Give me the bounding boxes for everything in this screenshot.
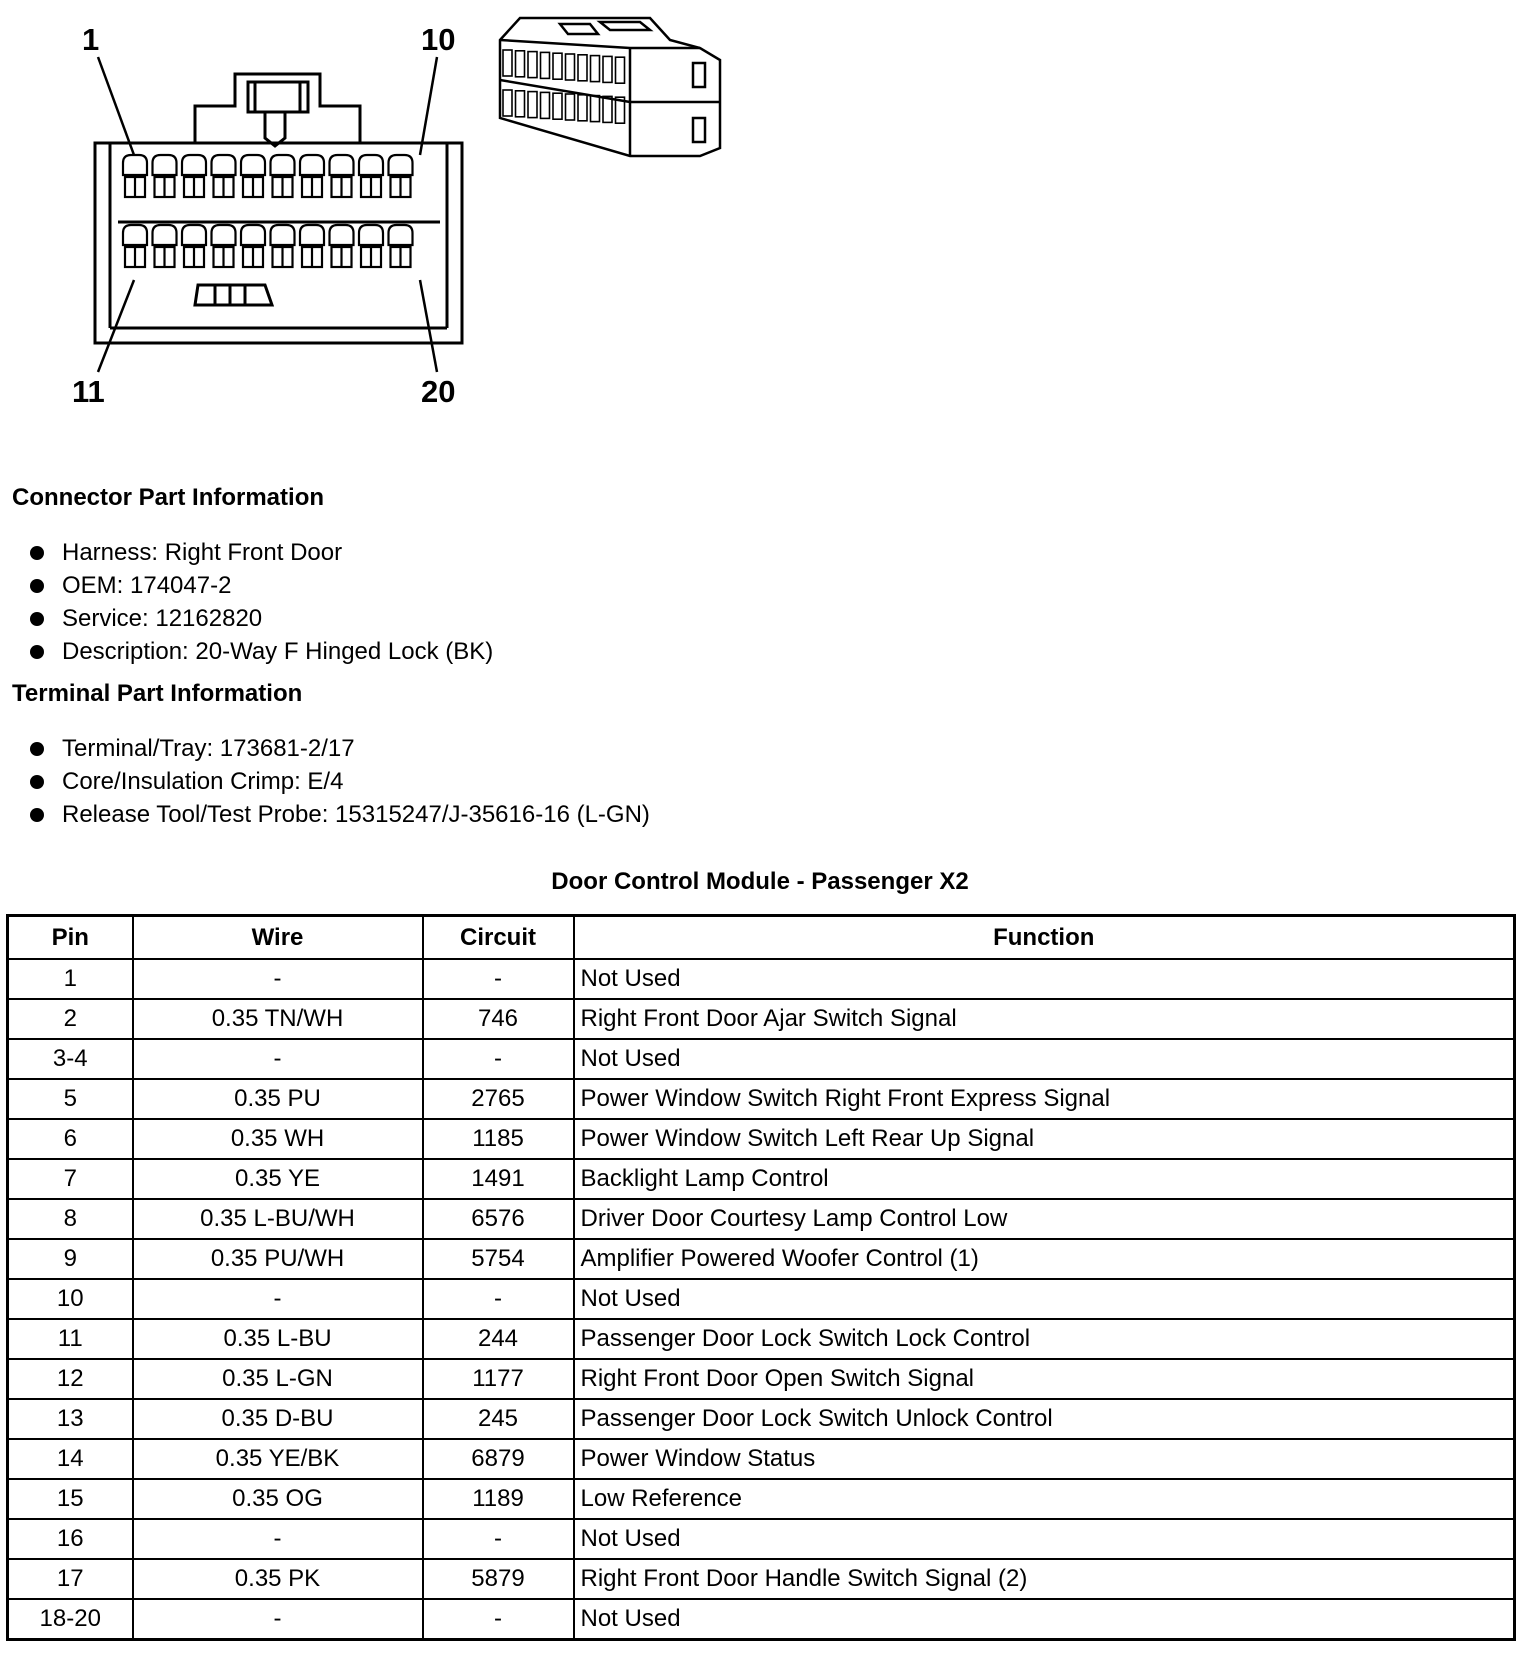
- cell-circuit: 6879: [423, 1439, 574, 1479]
- table-row: [8, 1319, 1515, 1359]
- pin-cavity: [330, 225, 354, 245]
- cell-wire: 0.35 PU/WH: [133, 1239, 423, 1279]
- pin-cavity: [182, 155, 206, 175]
- table-row: [8, 1359, 1515, 1399]
- cell-circuit: 1491: [423, 1159, 574, 1199]
- cell-function: Power Window Switch Right Front Express Signal: [574, 1079, 1515, 1119]
- cell-circuit: 1177: [423, 1359, 574, 1399]
- pin-cavity: [359, 155, 383, 175]
- iso-cavity: [578, 95, 587, 121]
- cell-pin: 11: [8, 1319, 133, 1359]
- cell-circuit: 244: [423, 1319, 574, 1359]
- cell-pin: 7: [8, 1159, 133, 1199]
- cell-pin: 9: [8, 1239, 133, 1279]
- cell-pin: 5: [8, 1079, 133, 1119]
- table-header-row: [8, 916, 1515, 960]
- cell-wire: 0.35 L-GN: [133, 1359, 423, 1399]
- terminal-part-info-list: [30, 732, 650, 831]
- cell-circuit: -: [423, 959, 574, 999]
- list-item: Description: 20-Way F Hinged Lock (BK): [30, 635, 493, 668]
- header-wire: Wire: [133, 916, 423, 960]
- pin-cavity: [153, 155, 177, 175]
- list-item: Release Tool/Test Probe: 15315247/J-35616-16 (L-GN): [30, 798, 650, 831]
- table-row: [8, 1479, 1515, 1519]
- cell-function: Not Used: [574, 959, 1515, 999]
- cell-circuit: 5879: [423, 1559, 574, 1599]
- pin-label-11: 11: [72, 374, 105, 409]
- pin-cavity: [123, 225, 147, 245]
- pin-cavity: [182, 225, 206, 245]
- iso-cavity: [541, 92, 550, 118]
- table-row: [8, 1159, 1515, 1199]
- cell-pin: 15: [8, 1479, 133, 1519]
- cell-pin: 10: [8, 1279, 133, 1319]
- cell-function: Not Used: [574, 1599, 1515, 1640]
- table-row: [8, 1279, 1515, 1319]
- pin-cavity: [153, 225, 177, 245]
- cell-function: Right Front Door Handle Switch Signal (2): [574, 1559, 1515, 1599]
- table-row: [8, 1239, 1515, 1279]
- cell-function: Passenger Door Lock Switch Unlock Control: [574, 1399, 1515, 1439]
- pin-cavity: [271, 155, 295, 175]
- iso-cavity: [553, 53, 562, 79]
- list-item: Terminal/Tray: 173681-2/17: [30, 732, 650, 765]
- terminal-part-info-heading: Terminal Part Information: [12, 680, 303, 707]
- table-row: [8, 1079, 1515, 1119]
- pin-cavities: [123, 155, 413, 267]
- header-function: Function: [574, 916, 1515, 960]
- table-row: [8, 1519, 1515, 1559]
- table-caption: Door Control Module - Passenger X2: [551, 868, 969, 895]
- cell-function: Right Front Door Open Switch Signal: [574, 1359, 1515, 1399]
- cell-circuit: 245: [423, 1399, 574, 1439]
- cell-wire: -: [133, 1519, 423, 1559]
- cell-pin: 14: [8, 1439, 133, 1479]
- iso-cavity: [591, 96, 600, 122]
- pin-cavity: [389, 155, 413, 175]
- cell-pin: 6: [8, 1119, 133, 1159]
- cell-wire: 0.35 YE/BK: [133, 1439, 423, 1479]
- cell-circuit: -: [423, 1279, 574, 1319]
- cell-circuit: 1189: [423, 1479, 574, 1519]
- pin-cavity: [330, 155, 354, 175]
- cell-pin: 18-20: [8, 1599, 133, 1640]
- pin-cavity: [212, 155, 236, 175]
- pin-label-20: 20: [421, 374, 456, 409]
- list-item: OEM: 174047-2: [30, 569, 493, 602]
- cell-pin: 16: [8, 1519, 133, 1559]
- connector-diagram: [0, 0, 760, 420]
- cell-function: Right Front Door Ajar Switch Signal: [574, 999, 1515, 1039]
- cell-wire: 0.35 WH: [133, 1119, 423, 1159]
- cell-pin: 2: [8, 999, 133, 1039]
- table-row: [8, 1399, 1515, 1439]
- pin-label-1: 1: [82, 22, 100, 57]
- cell-function: Driver Door Courtesy Lamp Control Low: [574, 1199, 1515, 1239]
- pin-cavity: [359, 225, 383, 245]
- table-row: [8, 1039, 1515, 1079]
- iso-cavity: [516, 51, 525, 77]
- table-row: [8, 1439, 1515, 1479]
- cell-wire: 0.35 PK: [133, 1559, 423, 1599]
- cell-function: Not Used: [574, 1279, 1515, 1319]
- cell-pin: 8: [8, 1199, 133, 1239]
- cell-function: Backlight Lamp Control: [574, 1159, 1515, 1199]
- iso-cavity: [578, 55, 587, 81]
- pin-cavity: [212, 225, 236, 245]
- table-row: [8, 1559, 1515, 1599]
- cell-wire: -: [133, 1279, 423, 1319]
- iso-cavity: [591, 56, 600, 82]
- cell-circuit: 2765: [423, 1079, 574, 1119]
- iso-cavity: [553, 93, 562, 119]
- iso-cavity: [516, 91, 525, 117]
- iso-cavity: [603, 56, 612, 82]
- iso-cavity: [503, 50, 512, 76]
- iso-cavity: [603, 96, 612, 122]
- header-circuit: Circuit: [423, 916, 574, 960]
- cell-function: Power Window Switch Left Rear Up Signal: [574, 1119, 1515, 1159]
- list-item: Core/Insulation Crimp: E/4: [30, 765, 650, 798]
- cell-wire: -: [133, 1039, 423, 1079]
- table-row: [8, 1599, 1515, 1640]
- iso-cavity: [528, 92, 537, 118]
- header-pin: Pin: [8, 916, 133, 960]
- cell-circuit: 5754: [423, 1239, 574, 1279]
- cell-pin: 3-4: [8, 1039, 133, 1079]
- cell-pin: 1: [8, 959, 133, 999]
- list-item: Service: 12162820: [30, 602, 493, 635]
- pin-cavity: [300, 225, 324, 245]
- iso-cavity: [541, 52, 550, 78]
- cell-wire: 0.35 OG: [133, 1479, 423, 1519]
- cell-wire: 0.35 YE: [133, 1159, 423, 1199]
- cell-wire: -: [133, 959, 423, 999]
- pin-cavity: [300, 155, 324, 175]
- pin-cavity: [241, 155, 265, 175]
- iso-cavity: [566, 54, 575, 80]
- connector-3d-view: [500, 18, 720, 156]
- cell-wire: 0.35 L-BU/WH: [133, 1199, 423, 1239]
- cell-function: Not Used: [574, 1039, 1515, 1079]
- cell-wire: 0.35 PU: [133, 1079, 423, 1119]
- table-row: [8, 959, 1515, 999]
- connector-latch: [195, 74, 360, 143]
- connector-part-info-heading: Connector Part Information: [12, 484, 325, 511]
- iso-cavity: [616, 57, 625, 83]
- pin-cavity: [123, 155, 147, 175]
- pin-label-10: 10: [421, 22, 456, 57]
- cell-circuit: -: [423, 1039, 574, 1079]
- table-row: [8, 1119, 1515, 1159]
- cell-pin: 13: [8, 1399, 133, 1439]
- iso-cavity: [566, 94, 575, 120]
- cell-function: Power Window Status: [574, 1439, 1515, 1479]
- cell-wire: 0.35 TN/WH: [133, 999, 423, 1039]
- iso-cavity: [528, 52, 537, 78]
- cell-circuit: 6576: [423, 1199, 574, 1239]
- cell-wire: -: [133, 1599, 423, 1640]
- cell-circuit: -: [423, 1599, 574, 1640]
- connector-part-info-list: [30, 536, 493, 668]
- cell-function: Low Reference: [574, 1479, 1515, 1519]
- cell-wire: 0.35 L-BU: [133, 1319, 423, 1359]
- cell-function: Not Used: [574, 1519, 1515, 1559]
- pin-cavity: [241, 225, 265, 245]
- table-row: [8, 1199, 1515, 1239]
- cell-pin: 17: [8, 1559, 133, 1599]
- cell-function: Passenger Door Lock Switch Lock Control: [574, 1319, 1515, 1359]
- pinout-table: [6, 914, 1516, 1641]
- pin-cavity: [389, 225, 413, 245]
- pin-cavity: [271, 225, 295, 245]
- cell-wire: 0.35 D-BU: [133, 1399, 423, 1439]
- cell-circuit: 1185: [423, 1119, 574, 1159]
- iso-cavity: [503, 90, 512, 116]
- list-item: Harness: Right Front Door: [30, 536, 493, 569]
- connector-shell: [95, 143, 462, 343]
- table-row: [8, 999, 1515, 1039]
- cell-pin: 12: [8, 1359, 133, 1399]
- cell-circuit: 746: [423, 999, 574, 1039]
- cell-circuit: -: [423, 1519, 574, 1559]
- cell-function: Amplifier Powered Woofer Control (1): [574, 1239, 1515, 1279]
